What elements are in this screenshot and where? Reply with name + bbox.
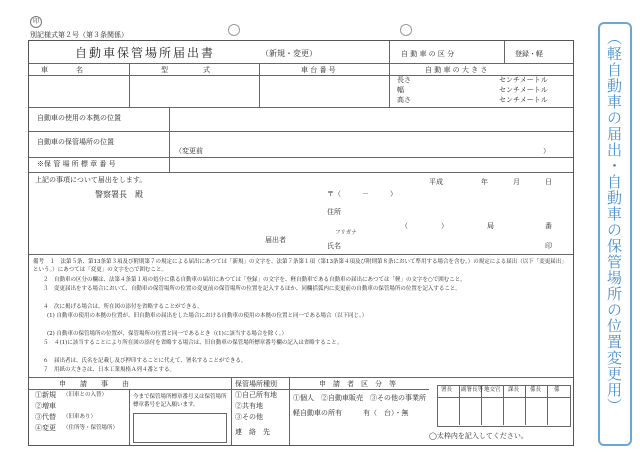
option-new: ①新規: [35, 391, 56, 399]
postal-code: 〒（ － ）: [327, 190, 397, 198]
note-3: ３ 変更届出をする場合において、自動車の保管場所の位置の変更前の保管場所の位置を記入するほか、同欄括弧内に変更前の自動車の保管場所の位置を記入すること。: [43, 286, 461, 292]
name-label: 氏名: [327, 242, 341, 250]
phone-number: 番: [545, 222, 552, 230]
label-contact: 連 絡 先: [235, 428, 270, 436]
furigana: フリガナ: [335, 230, 357, 236]
class-options: ①個人 ②自動車販売 ③その他の事業所: [293, 394, 426, 402]
form-title: 自動車保管場所届出書: [75, 46, 216, 60]
option-change: ④変更: [35, 424, 56, 432]
year: 年: [481, 178, 488, 186]
vehicle-class-value: 登録・軽: [515, 50, 543, 58]
police-col-unit: 係長: [530, 387, 542, 393]
note-4-2: (2) 自動車の保管場所の位置が、保管場所の位置と同一であるとき（(1)に該当する場合を除く。）: [47, 331, 287, 337]
option-replace-note: （旧車あり）: [63, 414, 97, 420]
note-2: ２ 自動車の区分の欄は、法第４条第１項の処分に係る自動車の届出にあつては「登録」の文字を、軽自動車である自動車の届出にあつては「軽」の文字を○で囲むこと。: [43, 277, 466, 283]
size-height: 高さ: [397, 96, 411, 104]
sticker-number-box[interactable]: [133, 413, 227, 443]
punch-hole-right: [400, 24, 412, 36]
form-kind: （新規・変更）: [261, 49, 317, 58]
form-frame: [28, 40, 574, 446]
note-1: 備考 １ 法第５条、第13条第３項及び附則第７の規定による届出にあつては「新規」の文字を、法第７条第１項（第13条第４項及び附則第８条において準用する場合を含む。）の規定による届出（以下「変更届出」という。）にあつては「変更」の文字を○で囲むこと。: [33, 259, 567, 273]
police-approval-table: [437, 385, 571, 427]
footnote: ◯太枠内を記入してください。: [429, 432, 528, 440]
label-storage-location: 自動車の保管場所の位置: [37, 138, 114, 146]
option-change-note: （住所等・保管場所）: [63, 425, 119, 431]
col-model: 型 式: [161, 66, 210, 74]
col-chassis: 車 台 番 号: [301, 66, 336, 74]
label-application-reason: 申 請 事 由: [59, 380, 129, 388]
category-own: ①自己所有地: [235, 391, 277, 399]
note-4-1: (1) 自動車の使用の本拠の位置が、旧自動車の届出をした場合における自動車の使用の本拠の位置と同一である場合（以下同じ。）: [47, 313, 368, 319]
note-6: ６ 届出者は、氏名を記載し及び押印することに代えて、署名することができる。: [43, 358, 247, 364]
seal-circle-top: 印: [30, 16, 42, 28]
before-change: （変更前: [175, 147, 203, 155]
police-col-section: 課長: [508, 387, 520, 393]
phone-close: ）: [441, 222, 448, 230]
police-col-staff: 係: [554, 387, 560, 393]
police-col-traffic: 地交官: [484, 387, 501, 393]
unit-width: センチメートル: [499, 86, 548, 94]
light-vehicle-options: 有（ 台）・無: [363, 409, 409, 417]
note-4: ４ 次に掲げる場合は、所在図の添付を省略することができる。: [43, 304, 203, 310]
applicant-label: 届出者: [265, 236, 286, 244]
day: 日: [545, 178, 552, 186]
seal-mark: 印: [545, 242, 552, 250]
note-7: ７ 用紙の大きさは、日本工業規格Ａ列４番とする。: [43, 367, 176, 373]
note-5: ５ ４(1)に該当することにより所在図の添付を省略する場合は、旧自動車の保管場所標章番号欄の記入は省略すること。: [43, 340, 343, 346]
form-code: 別記様式第２号（第３条関係）: [30, 31, 128, 39]
size-length: 長さ: [397, 76, 411, 84]
unit-length: センチメートル: [499, 76, 548, 84]
instruction: 今まで保管場所標章番号又は保管場所標章番号を記入願います。: [133, 394, 227, 408]
label-applicant-class: 申 請 者 区 分 等: [319, 380, 396, 388]
side-caption: （軽自動車の届出・自動車の保管場所の位置変更用）: [605, 30, 623, 414]
unit-height: センチメートル: [499, 96, 548, 104]
label-storage-category: 保管場所種別: [235, 380, 277, 388]
option-replace: ③代替: [35, 413, 56, 421]
era: 平成: [429, 178, 443, 186]
label-sticker-number: ※保 管 場 所 標 章 番 号: [37, 160, 116, 168]
phone-open: （: [401, 222, 408, 230]
month: 月: [513, 178, 520, 186]
punch-hole-left: [228, 24, 240, 36]
label-base-location: 自動車の使用の本拠の位置: [37, 114, 121, 122]
vehicle-class-label: 自 動 車 の 区 分: [401, 50, 455, 58]
category-other: ③その他: [235, 413, 263, 421]
option-new-note: （旧車との入替）: [63, 392, 108, 398]
police-col-deputy: 副署長等: [461, 387, 484, 393]
option-add: ②増車: [35, 402, 56, 410]
addressee: 警察署長 殿: [95, 190, 143, 199]
phone-office: 局: [487, 222, 494, 230]
before-change-close: ）: [543, 147, 550, 155]
police-col-chief: 署長: [441, 387, 453, 393]
col-size: 自 動 車 の 大 き さ: [425, 66, 488, 74]
category-shared: ②共有地: [235, 402, 263, 410]
address-label: 住所: [327, 208, 341, 216]
size-width: 幅: [397, 86, 404, 94]
light-vehicle-label: 軽自動車の所有: [293, 409, 342, 417]
col-car-name: 車 名: [41, 66, 83, 74]
statement: 上記の事項について届出をします。: [35, 176, 147, 184]
